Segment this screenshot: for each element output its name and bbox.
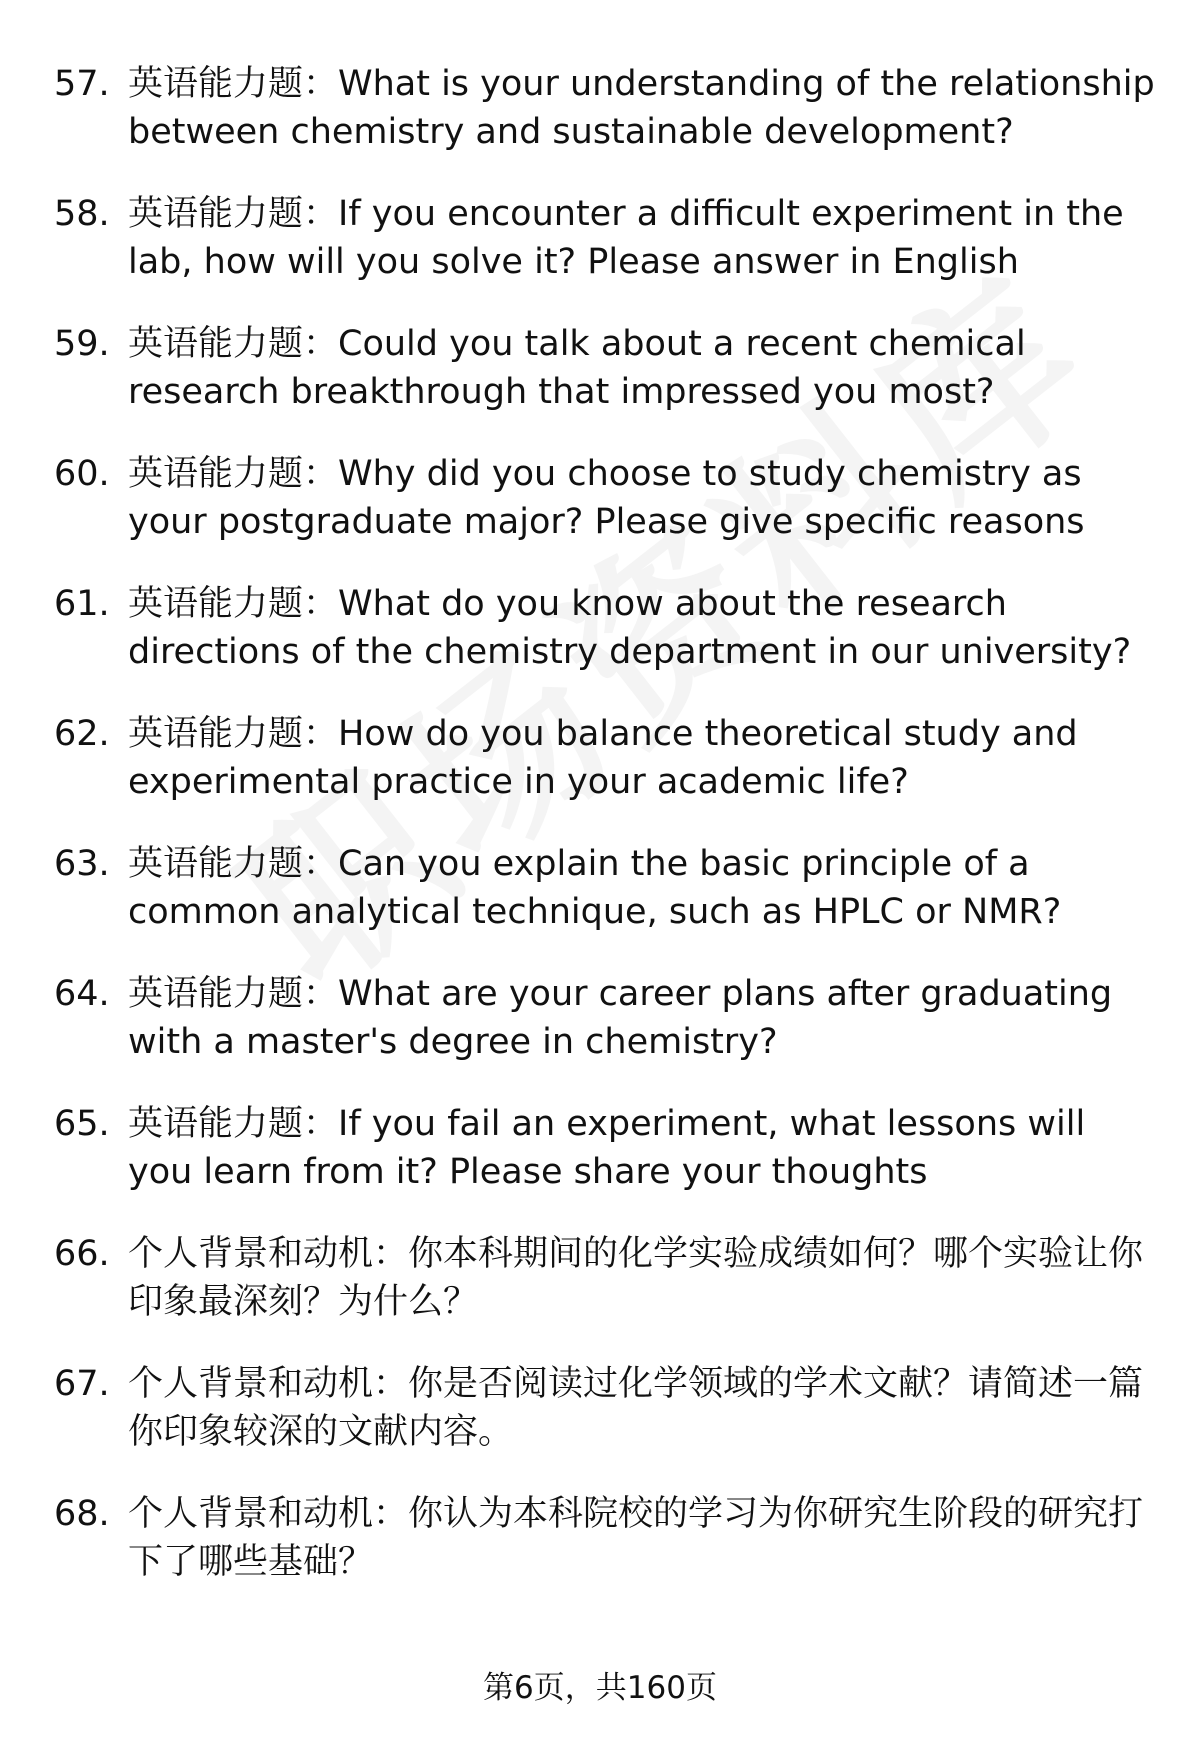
- question-number: 63.: [54, 844, 110, 884]
- question-number: 61.: [54, 584, 110, 624]
- question-number: 59.: [54, 324, 110, 364]
- question-item: [0, 1100, 1200, 1196]
- question-list: [0, 60, 1200, 1620]
- question-number: 60.: [54, 454, 110, 494]
- question-item: [0, 580, 1200, 676]
- question-text: 英语能力题：Can you explain the basic principle of a common analytical technique, such as HPLC or NMR?: [128, 844, 1062, 932]
- question-text: 英语能力题：What are your career plans after graduating with a master's degree in chemistry?: [128, 974, 1113, 1062]
- question-number: 62.: [54, 714, 110, 754]
- page-footer: 第6页，共160页: [483, 1670, 717, 1706]
- question-text: 英语能力题：If you encounter a difficult experiment in the lab, how will you solve it? Please answer in English: [128, 194, 1124, 282]
- question-number: 57.: [54, 64, 110, 104]
- question-number: 58.: [54, 194, 110, 234]
- question-item: [0, 190, 1200, 286]
- question-text: 英语能力题：What do you know about the research directions of the chemistry department in our university?: [128, 584, 1132, 672]
- question-item: [0, 450, 1200, 546]
- question-number: 66.: [54, 1234, 110, 1274]
- question-text: 英语能力题：Could you talk about a recent chemical research breakthrough that impressed you most?: [128, 324, 1026, 412]
- question-text: 英语能力题：What is your understanding of the relationship between chemistry and sustainable development?: [128, 64, 1155, 152]
- question-item: [0, 710, 1200, 806]
- question-text: 个人背景和动机：你本科期间的化学实验成绩如何？哪个实验让你印象最深刻？为什么？: [128, 1234, 1144, 1322]
- question-item: [0, 1490, 1200, 1586]
- question-number: 67.: [54, 1364, 110, 1404]
- question-text: 个人背景和动机：你是否阅读过化学领域的学术文献？请简述一篇你印象较深的文献内容。: [128, 1364, 1144, 1452]
- question-item: [0, 1230, 1200, 1326]
- question-text: 英语能力题：How do you balance theoretical study and experimental practice in your academic life?: [128, 714, 1078, 802]
- question-number: 68.: [54, 1494, 110, 1534]
- question-text: 个人背景和动机：你认为本科院校的学习为你研究生阶段的研究打下了哪些基础？: [128, 1494, 1144, 1582]
- question-item: [0, 320, 1200, 416]
- question-item: [0, 60, 1200, 156]
- question-text: 英语能力题：If you fail an experiment, what lessons will you learn from it? Please share your thoughts: [128, 1104, 1086, 1192]
- question-number: 65.: [54, 1104, 110, 1144]
- question-text: 英语能力题：Why did you choose to study chemistry as your postgraduate major? Please give specific reasons: [128, 454, 1085, 542]
- question-number: 64.: [54, 974, 110, 1014]
- question-item: [0, 840, 1200, 936]
- question-item: [0, 970, 1200, 1066]
- question-item: [0, 1360, 1200, 1456]
